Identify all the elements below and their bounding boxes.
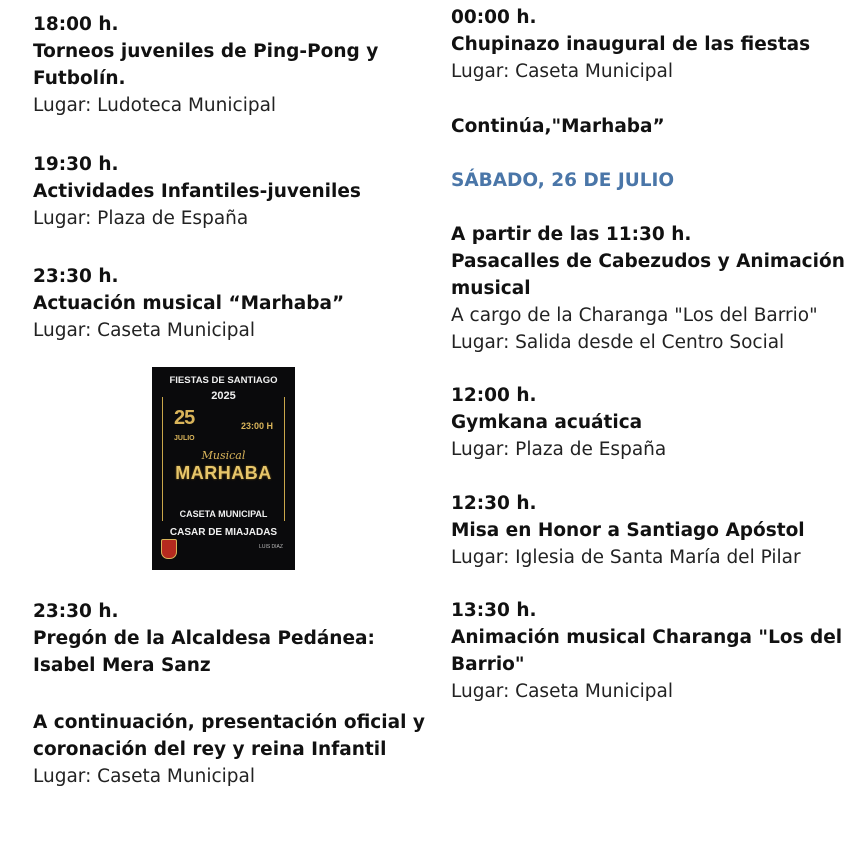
event-title: Gymkana acuática [451,412,643,433]
event-title: Barrio" [451,654,525,675]
event-pregon [33,598,433,679]
event-time: 18:00 h. [33,14,119,35]
day-heading [451,167,846,194]
event-title: Actividades Infantiles-juveniles [33,181,361,202]
event-gymkana [451,382,846,463]
event-title: Actuación musical “Marhaba” [33,293,345,314]
event-title: Isabel Mera Sanz [33,655,211,676]
event-title: Pasacalles de Cabezudos y Animación [451,251,845,272]
event-place: Lugar: Caseta Municipal [33,320,256,341]
event-charanga [451,597,846,705]
event-title: Animación musical Charanga "Los del [451,627,843,648]
event-place: Lugar: Caseta Municipal [451,61,674,82]
event-title: Continúa,"Marhaba” [451,116,665,137]
poster-venue: CASETA MUNICIPAL [179,509,268,519]
event-place: Lugar: Plaza de España [33,208,249,229]
event-place: Lugar: Iglesia de Santa María del Pilar [451,547,801,568]
event-time: 13:30 h. [451,600,537,621]
poster-town: CASAR DE MIAJADAS [169,527,278,538]
event-time: 19:30 h. [33,154,119,175]
town-crest-icon [161,539,177,559]
event-chupinazo [451,4,846,85]
event-place: Lugar: Caseta Municipal [33,766,256,787]
event-ping-pong [33,11,433,119]
event-title: Chupinazo inaugural de las fiestas [451,34,811,55]
event-pasacalles [451,221,846,356]
event-title: Futbolín. [33,68,126,89]
event-continua [451,113,846,140]
event-title: musical [451,278,531,299]
poster-month: JULIO [174,435,195,442]
event-time: 23:30 h. [33,266,119,287]
event-poster-image [152,367,295,570]
event-time: 12:00 h. [451,385,537,406]
poster-subtitle: Musical [201,449,246,462]
event-place: Lugar: Caseta Municipal [451,681,674,702]
event-misa [451,490,846,571]
event-time: 23:30 h. [33,601,119,622]
event-title: Torneos juveniles de Ping-Pong y [33,41,379,62]
poster-day: 25 [174,407,195,429]
event-place: Lugar: Plaza de España [451,439,667,460]
day-heading-text: SÁBADO, 26 DE JULIO [451,170,675,191]
event-actividades [33,151,433,232]
event-place: Lugar: Ludoteca Municipal [33,95,277,116]
event-title: coronación del rey y reina Infantil [33,739,387,760]
poster-brand: MARHABA [175,463,272,483]
event-actuacion [33,263,433,344]
event-time: A partir de las 11:30 h. [451,224,692,245]
event-time: 12:30 h. [451,493,537,514]
event-coronacion [33,709,433,790]
event-place: Lugar: Salida desde el Centro Social [451,332,785,353]
poster-sponsor: LUIS DIAZ [259,544,283,550]
event-title: Misa en Honor a Santiago Apóstol [451,520,805,541]
event-time: 00:00 h. [451,7,537,28]
event-title: A continuación, presentación oficial y [33,712,425,733]
event-detail: A cargo de la Charanga "Los del Barrio" [451,305,818,326]
poster-year: 2025 [211,390,236,402]
poster-header: FIESTAS DE SANTIAGO [169,375,278,386]
event-title: Pregón de la Alcaldesa Pedánea: [33,628,375,649]
poster-time: 23:00 H [240,421,273,431]
